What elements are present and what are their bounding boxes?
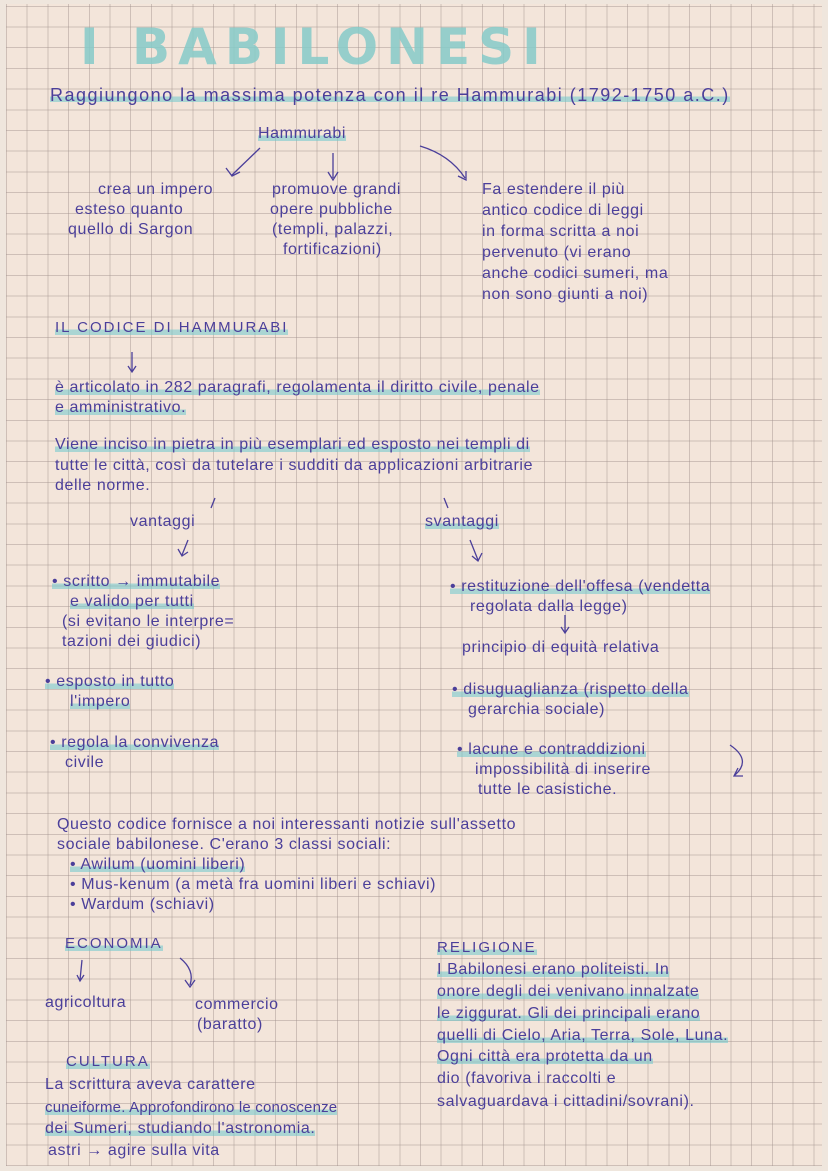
svantaggi-item: tutte le casistiche. xyxy=(478,781,618,798)
hammurabi-label: Hammurabi xyxy=(258,125,347,142)
codice-heading: IL CODICE DI HAMMURABI xyxy=(55,319,289,336)
cultura-line: astri → agire sulla vita xyxy=(48,1142,220,1159)
svantaggi-item: regolata dalla legge) xyxy=(470,598,628,615)
col3-line: Fa estendere il più xyxy=(482,181,626,198)
economia-heading: ECONOMIA xyxy=(65,935,163,952)
vantaggi-item: • esposto in tutto xyxy=(45,673,175,690)
vantaggi-label: vantaggi xyxy=(130,513,196,530)
classe-sociale: • Wardum (schiavi) xyxy=(70,896,215,913)
vantaggi-item: • regola la convivenza xyxy=(50,734,220,751)
codice-p1-line: è articolato in 282 paragrafi, regolamenta il diritto civile, penale xyxy=(55,379,540,396)
col3-line: in forma scritta a noi xyxy=(482,223,640,240)
religione-line: onore degli dei venivano innalzate xyxy=(437,983,700,1000)
svantaggi-item: impossibilità di inserire xyxy=(475,761,651,778)
codice-p2-line: delle norme. xyxy=(55,477,151,494)
codice-p2-line: tutte le città, così da tutelare i sudditi da applicazioni arbitrarie xyxy=(55,457,534,474)
cultura-line: dei Sumeri, studiando l'astronomia. xyxy=(45,1120,316,1137)
col1-line: quello di Sargon xyxy=(68,221,194,238)
intro-line: Raggiungono la massima potenza con il re Hammurabi (1792-1750 a.C.) xyxy=(50,85,730,105)
col3-line: non sono giunti a noi) xyxy=(482,286,649,303)
religione-line: Ogni città era protetta da un xyxy=(437,1048,653,1065)
vantaggi-item: e valido per tutti xyxy=(70,593,194,610)
societa-line: sociale babilonese. C'erano 3 classi sociali: xyxy=(57,836,392,853)
religione-line: dio (favoriva i raccolti e xyxy=(437,1070,617,1087)
cultura-line: cuneiforme. Approfondirono le conoscenze xyxy=(45,1099,338,1116)
vantaggi-item: (si evitano le interpre= xyxy=(62,613,235,630)
vantaggi-item: l'impero xyxy=(70,693,131,710)
col2-line: (templi, palazzi, xyxy=(272,221,394,238)
codice-p1-line: e amministrativo. xyxy=(55,399,187,416)
svantaggi-item: • lacune e contraddizioni xyxy=(457,741,646,758)
vantaggi-item: tazioni dei giudici) xyxy=(62,633,202,650)
col1-line: esteso quanto xyxy=(75,201,184,218)
svantaggi-item: • disuguaglianza (rispetto della xyxy=(452,681,689,698)
vantaggi-item: civile xyxy=(65,754,105,771)
svantaggi-item: gerarchia sociale) xyxy=(468,701,606,718)
col3-line: pervenuto (vi erano xyxy=(482,244,632,261)
col3-line: anche codici sumeri, ma xyxy=(482,265,669,282)
col2-line: promuove grandi xyxy=(272,181,402,198)
col2-line: fortificazioni) xyxy=(283,241,382,258)
svantaggi-item: • restituzione dell'offesa (vendetta xyxy=(450,578,711,595)
economia-item: commercio xyxy=(195,996,279,1013)
religione-line: salvaguardava i cittadini/sovrani). xyxy=(437,1093,695,1110)
societa-line: Questo codice fornisce a noi interessanti notizie sull'assetto xyxy=(57,816,517,833)
economia-item: agricoltura xyxy=(45,994,127,1011)
religione-line: quelli di Cielo, Aria, Terra, Sole, Luna. xyxy=(437,1027,729,1044)
cultura-line: La scrittura aveva carattere xyxy=(45,1076,256,1093)
page-title: I BABILONESI xyxy=(80,18,549,76)
economia-item: (baratto) xyxy=(197,1016,263,1033)
religione-line: I Babilonesi erano politeisti. In xyxy=(437,961,670,978)
codice-p2-line: Viene inciso in pietra in più esemplari ed esposto nei templi di xyxy=(55,436,530,453)
svantaggi-item: principio di equità relativa xyxy=(462,639,660,656)
religione-line: le ziggurat. Gli dei principali erano xyxy=(437,1005,701,1022)
svantaggi-label: svantaggi xyxy=(425,513,499,530)
cultura-heading: CULTURA xyxy=(66,1053,150,1070)
col1-line: crea un impero xyxy=(98,181,214,198)
col3-line: antico codice di leggi xyxy=(482,202,644,219)
classe-sociale: • Mus-kenum (a metà fra uomini liberi e schiavi) xyxy=(70,876,437,893)
vantaggi-item: • scritto → immutabile xyxy=(52,573,221,590)
col2-line: opere pubbliche xyxy=(270,201,393,218)
religione-heading: RELIGIONE xyxy=(437,939,537,956)
classe-sociale: • Awilum (uomini liberi) xyxy=(70,856,246,873)
